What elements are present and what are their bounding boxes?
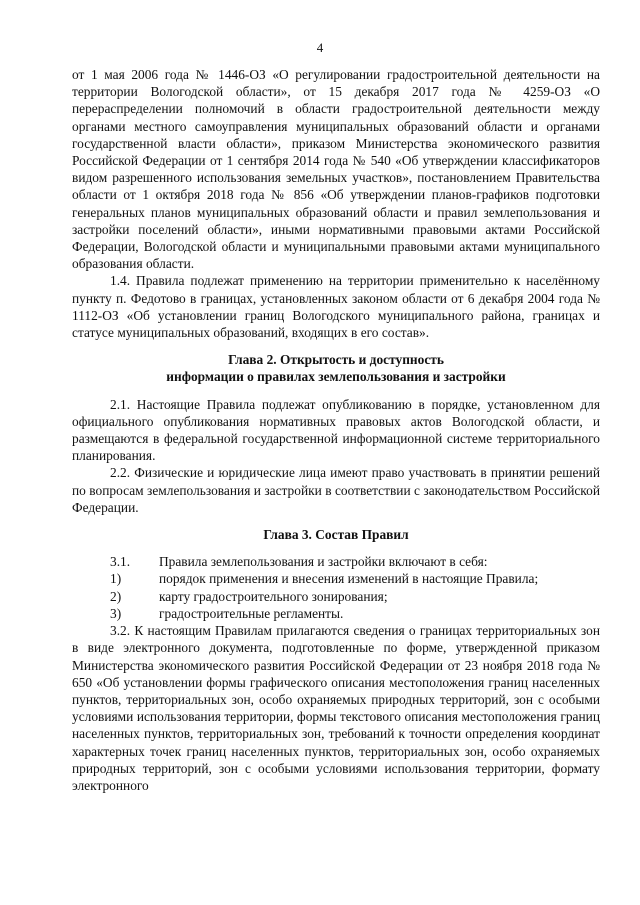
list-item-number: 2) xyxy=(110,588,122,604)
chapter-2-title-line1: Глава 2. Открытость и доступность xyxy=(228,352,444,368)
list-item-text: карту градостроительного зонирования; xyxy=(159,588,388,604)
page-number: 4 xyxy=(316,40,324,55)
list-item xyxy=(72,553,600,570)
chapter-3-title: Глава 3. Состав Правил xyxy=(263,527,409,543)
paragraph-3-2: 3.2. К настоящим Правилам прилагаются сведения о границах территориальных зон в виде электронного документа, подготовленные по форме, утвержденной приказом Министерства экономического развития Российской Федерации от 23 ноября 2018 года № 650 «Об установлении формы графического описания местоположения границ населенных пунктов, территориальных зон, особо охраняемых природных территорий, зон с особыми условиями использования территории, формы текстового описания местоположения границ населенных пунктов, территориальных зон, требований к точности определения координат характерных точек границ населенных пунктов, территориальных зон, особо охраняемых природных территорий, зон с особыми условиями использования территории, формату электронного xyxy=(72,623,600,793)
list-item-number: 3.1. xyxy=(110,554,131,570)
paragraph-1-4: 1.4. Правила подлежат применению на территории применительно к населённому пункту п. Федотово в границах, установленных законом области от 6 декабря 2004 года № 1112-ОЗ «Об установлении границ Вологодского муниципального района, границах и статусе муниципальных образований, входящих в его состав». xyxy=(72,273,600,341)
list-item-text: Правила землепользования и застройки включают в себя: xyxy=(159,554,488,570)
paragraph-legal-basis: от 1 мая 2006 года № 1446-ОЗ «О регулировании градостроительной деятельности на территории Вологодской области», от 15 декабря 2017 года № 4259-ОЗ «О перераспределении полномочий в области градостроительной деятельности между органами местного самоуправления муниципальных образований области и органами государственной власти области», приказом Министерства экономического развития Российской Федерации от 1 сентября 2014 года № 540 «Об утверждении классификаторов видом разрешенного использования земельных участков», постановлением Правительства области от 1 октября 2018 года № 856 «Об утверждении планов-графиков подготовки генеральных планов муниципальных образований области и правил землепользования и застройки поселений области», иными нормативными правовыми актами Российской Федерации, Вологодской области и муниципальными правовыми актами муниципального образования области. xyxy=(72,67,600,272)
list-item-text: порядок применения и внесения изменений в настоящие Правила; xyxy=(159,571,539,587)
paragraph-2-2: 2.2. Физические и юридические лица имеют право участвовать в принятии решений по вопросам землепользования и застройки в соответствии с законодательством Российской Федерации. xyxy=(72,465,600,515)
list-item-number: 3) xyxy=(110,605,122,621)
list-item xyxy=(72,570,600,587)
paragraph-2-1: 2.1. Настоящие Правила подлежат опубликованию в порядке, установленном для официального опубликования нормативных правовых актов Вологодской области, и размещаются в федеральной государственной информационной системе территориального планирования. xyxy=(72,396,600,464)
list-item xyxy=(72,588,600,605)
list-item xyxy=(72,605,600,622)
document-body xyxy=(72,66,600,794)
chapter-2-title-line2: информации о правилах землепользования и застройки xyxy=(166,369,506,385)
list-item-text: градостроительные регламенты. xyxy=(159,605,344,621)
list-item-number: 1) xyxy=(110,571,122,587)
